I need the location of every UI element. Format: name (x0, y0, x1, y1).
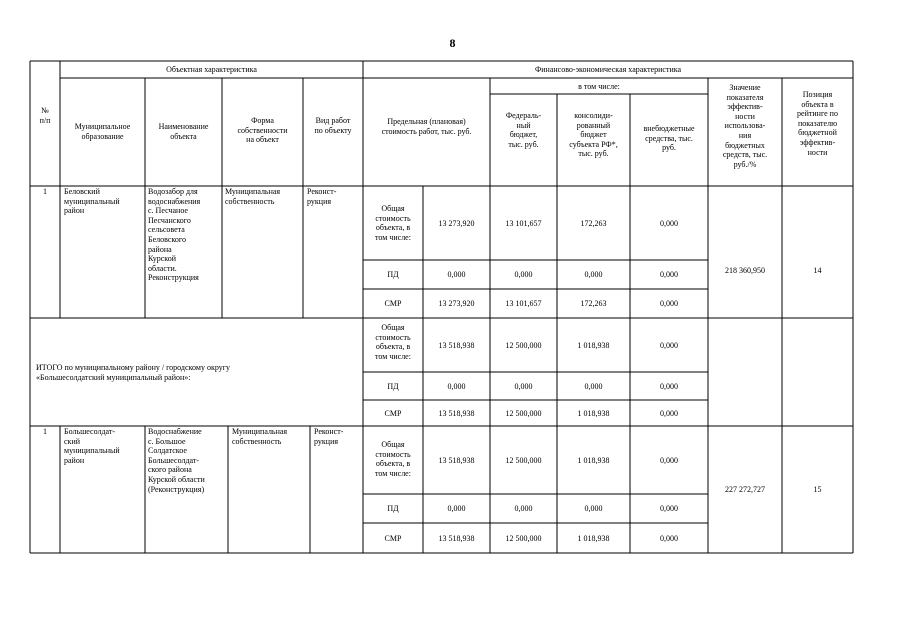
row-label-pd: ПД (387, 382, 399, 391)
group-header-object: Объектная характеристика (166, 65, 257, 74)
col-header-municipality: Муниципальное образование (74, 122, 131, 141)
value-offbudget: 0,000 (660, 270, 678, 279)
col-header-rank: Позиция объекта в рейтинге по показателю бюджетной эффектив- ности (797, 90, 838, 157)
value-total-cost: 0,000 (447, 270, 466, 279)
value-federal: 12 500,000 (505, 534, 542, 543)
value-federal: 0,000 (514, 504, 533, 513)
value-offbudget: 0,000 (660, 456, 678, 465)
value-offbudget: 0,000 (660, 409, 678, 418)
value-total-cost: 13 273,920 (438, 299, 475, 308)
value-offbudget: 0,000 (660, 341, 678, 350)
work-type-cell: Реконст- рукция (314, 427, 344, 446)
value-consolidated: 172,263 (580, 299, 607, 308)
work-type-cell: Реконст- рукция (307, 187, 337, 206)
value-total-cost: 13 518,938 (438, 341, 475, 350)
row-label-pd: ПД (387, 270, 399, 279)
value-federal: 12 500,000 (505, 409, 542, 418)
row-label-total: Общая стоимость объекта, в том числе: (375, 440, 411, 478)
value-total-cost: 0,000 (447, 382, 466, 391)
value-federal: 0,000 (514, 270, 533, 279)
col-header-total-cost: Предельная (плановая) стоимость работ, тыс. руб. (381, 117, 472, 136)
value-total-cost: 13 518,938 (438, 409, 475, 418)
total-label: ИТОГО по муниципальному району / городскому округу «Большесолдатский муниципальный район»: (36, 363, 231, 382)
value-offbudget: 0,000 (660, 299, 678, 308)
value-consolidated: 1 018,938 (577, 409, 610, 418)
value-consolidated: 0,000 (584, 270, 603, 279)
col-header-num: № п/п (39, 106, 51, 125)
col-header-ownership: Форма собственности на объект (237, 116, 288, 145)
object-name-cell: Водозабор для водоснабжения с. Песчаное Песчанского сельсовета Беловского района Курской области. Реконструкция (148, 187, 201, 283)
col-header-efficiency: Значение показателя эффектив- ности использова- ния бюджетных средств, тыс. руб./% (722, 83, 768, 169)
value-total-cost: 13 518,938 (438, 456, 475, 465)
col-header-consolidated: консолиди- рованный бюджет субъекта РФ*, тыс. руб. (569, 111, 618, 159)
ownership-cell: Муниципальная собственность (225, 187, 281, 206)
value-federal: 12 500,000 (505, 456, 542, 465)
value-offbudget: 0,000 (660, 534, 678, 543)
efficiency-value: 218 360,950 (725, 266, 765, 275)
value-offbudget: 0,000 (660, 382, 678, 391)
row-label-smr: СМР (384, 534, 402, 543)
value-federal: 0,000 (514, 382, 533, 391)
value-consolidated: 1 018,938 (577, 534, 610, 543)
col-header-offbudget: внебюджетные средства, тыс. руб. (643, 124, 695, 153)
value-total-cost: 13 518,938 (438, 534, 475, 543)
value-total-cost: 0,000 (447, 504, 466, 513)
value-consolidated: 172,263 (580, 219, 607, 228)
municipality-cell: Беловский муниципальный район (64, 187, 120, 216)
value-federal: 13 101,657 (505, 299, 542, 308)
rank-value: 14 (813, 266, 822, 275)
row-num: 1 (43, 427, 47, 436)
col-header-object-name: Наименование объекта (158, 122, 209, 141)
row-label-smr: СМР (384, 299, 402, 308)
value-consolidated: 0,000 (584, 382, 603, 391)
ownership-cell: Муниципальная собственность (232, 427, 288, 446)
col-header-work-type: Вид работ по объекту (314, 116, 352, 135)
value-federal: 13 101,657 (505, 219, 542, 228)
object-name-cell: Водоснабжение с. Большое Солдатское Большесолдат- ского района Курской области (Реконструкция) (148, 427, 205, 494)
value-offbudget: 0,000 (660, 504, 678, 513)
group-header-financial: Финансово-экономическая характеристика (534, 65, 682, 74)
municipality-cell: Большесолдат- ский муниципальный район (64, 427, 120, 465)
row-label-pd: ПД (387, 504, 399, 513)
rank-value: 15 (813, 485, 822, 494)
row-label-total: Общая стоимость объекта, в том числе: (375, 204, 411, 242)
subgroup-header-including: в том числе: (578, 82, 620, 91)
value-consolidated: 1 018,938 (577, 341, 610, 350)
value-federal: 12 500,000 (505, 341, 542, 350)
value-consolidated: 1 018,938 (577, 456, 610, 465)
value-consolidated: 0,000 (584, 504, 603, 513)
value-offbudget: 0,000 (660, 219, 678, 228)
row-num: 1 (43, 187, 47, 196)
value-total-cost: 13 273,920 (438, 219, 475, 228)
efficiency-value: 227 272,727 (725, 485, 765, 494)
row-label-smr: СМР (384, 409, 402, 418)
page-number: 8 (449, 36, 456, 50)
col-header-federal: Федераль- ный бюджет, тыс. руб. (505, 111, 542, 149)
row-label-total: Общая стоимость объекта, в том числе: (375, 323, 411, 361)
